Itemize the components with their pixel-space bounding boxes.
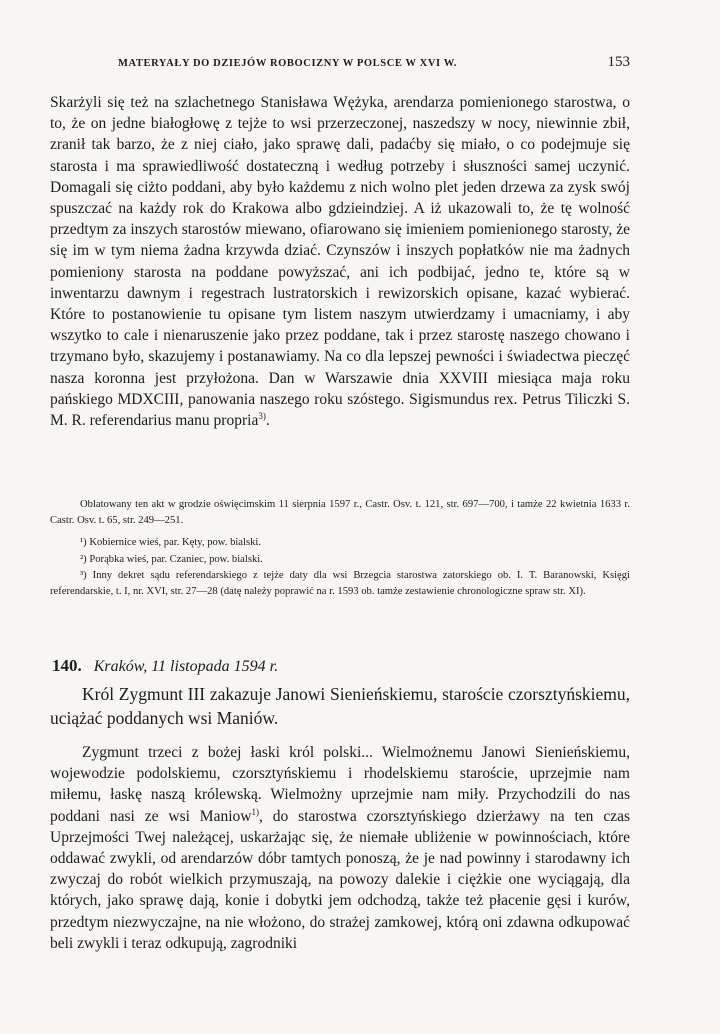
document-text-continued: , do starostwa czorsztyńskiego dzierżawy na ten czas Uprzejmości Twej należącej, uskarżając się, że niemałe ubliżenie w powinnościach, które oddawać zwykli, od arendarzów dóbr tamtych ponoszą, że je nad powinny i starodawny ich zwyczaj do robót wielkich przymuszają, na powozy dalekie i ciężkie one wyciągają, dla których, jako sprawę dają, konie i dobytki jem odchodzą, także też płacenie gęsi i kurów, przedtym niezwyczajne, na nie włożono, do strażej zamkowej, którą oni zdawna odkupować beli zwykli i teraz odkupują, zagrodniki [50, 807, 630, 952]
document-heading [52, 656, 632, 676]
footnote-mark: 3) [258, 410, 266, 421]
running-head: MATERYAŁY DO DZIEJÓW ROBOCIZNY W POLSCE W XVI W. [118, 58, 458, 69]
footnote-3: ³) Inny dekret sądu referendarskiego z tejże daty dla wsi Brzegcia starostwa zatorskiego ob. I. T. Baranowski, Księgi referendarskie, t. I, nr. XVI, str. 27—28 (datę należy poprawić na r. 1593 ob. tamże zestawienie chronologiczne spraw str. XI). [50, 569, 630, 598]
footnote-2: ²) Porąbka wieś, par. Czaniec, pow. bialski. [80, 553, 263, 565]
footnote-1: ¹) Kobiernice wieś, par. Kęty, pow. bialski. [80, 537, 261, 549]
document-date: Kraków, 11 listopada 1594 r. [93, 658, 279, 675]
paragraph-text: Skarżyli się też na szlachetnego Stanisława Wężyka, arendarza pomienionego starostwa, o to, że on jedne białogłowę z tejże to wsi przerzeczonej, naszedszy w nocy, niewinnie zbił, zranił tak barzo, że z niej ciało, jako sprawę dali, padaćby się miało, o co podejmuje się starosta i ma sprawiedliwość dostateczną i według potrzeby i słuszności samej uczynić. Domagali się ciżto poddani, aby było każdemu z nich wolno plet jeden drzewa za zysk swój spuszczać na każdy rok do Krakowa albo gdzieindziej. A iż ukazowali to, że tę wolność przedtym za inszych starostów miewano, ofiarowano się imieniem pomienionego starosty, że się im w tym niema żadna krzywda dziać. Czynszów i inszych popłatków nie ma żadnych pomieniony starosta na poddane powyższać, ani ich podbijać, jedno te, które są w inwentarzu dawnym i regestrach lustratorskich i rewizorskich opisane, kazać wybierać. Które to postanowienie tu opisane tym listem naszym utwierdzamy i umacniamy, i aby wszytko to cale i nienaruszenie jako przez poddane, tak i przez starostę naszego chowano i trzymano było, skazujemy i postanawiamy. Na co dla lepszej pewności i świadectwa pieczęć nasza koronna jest przyłożona. Dan w Warszawie dnia XXVIII miesiąca maja roku pańskiego MDXCIII, panowania naszego roku szóstego. Sigismundus rex. Petrus Tiliczki S. M. R. referendarius manu propria [50, 94, 630, 430]
document-text-start: Zygmunt trzeci z bożej łaski król polski... Wielmożnemu Janowi Sienieńskiemu, wojewodzie podolskiemu, czorsztyńskiemu i rhodelskiemu staroście, uprzejmie nam miłemu, łaskę naszą królewską. Wielmożny uprzejmie nam miły. Przychodzili do nas poddani nasi ze wsi Maniow [50, 744, 630, 825]
notes [50, 497, 630, 600]
document-regest: Król Zygmunt III zakazuje Janowi Sienieńskiemu, staroście czorsztyńskiemu, uciążać poddanych wsi Maniów. [50, 684, 630, 728]
page-header [110, 54, 630, 71]
page-number: 153 [607, 54, 630, 70]
document-footnote-mark: 1) [251, 806, 259, 817]
document-number: 140. [52, 656, 82, 675]
document-text [50, 742, 630, 954]
body-text [50, 92, 630, 431]
paragraph: Skarżyli się też na szlachetnego Stanisława Wężyka, arendarza pomienionego starostwa, o to, że on jedne białogłowę z tejże to wsi przerzeczonej, naszedszy w nocy, niewinnie zbił, zranił tak barzo, że z niej ciało, jako sprawę dali, padaćby się miało, o co podejmuje się starosta i ma sprawiedliwość dostateczną i według potrzeby i słuszności samej uczynić. Domagali się ciżto poddani, aby było każdemu z nich wolno plet jeden drzewa za zysk swój spuszczać na każdy rok do Krakowa albo gdzieindziej. A iż ukazowali to, że tę wolność przedtym za inszych starostów miewano, ofiarowano się imieniem pomienionego starosty, że się im w tym niema żadna krzywda dziać. Czynszów i inszych popłatków nie ma żadnych pomieniony starosta na poddane powyższać, ani ich podbijać, jedno te, które są w inwentarzu dawnym i regestrach lustratorskich i rewizorskich opisane, kazać wybierać. Które to postanowienie tu opisane tym listem naszym utwierdzamy i umacniamy, i aby wszytko to cale i nienaruszenie jako przez poddane, tak i przez starostę naszego chowano i trzymano było, skazujemy i postanawiamy. Na co dla lepszej pewności i świadectwa pieczęć nasza koronna jest przyłożona. Dan w Warszawie dnia XXVIII miesiąca maja roku pańskiego MDXCIII, panowania naszego roku szóstego. Sigismundus rex. Petrus Tiliczki S. M. R. referendarius manu propria$^{3)}$. [50, 94, 630, 430]
source-note: Oblatowany ten akt w grodzie oświęcimskim 11 sierpnia 1597 r., Castr. Osv. t. 121, str. 697—700, i tamże 22 kwietnia 1633 r. Castr. Osv. t. 65, str. 249—251. [50, 499, 630, 527]
